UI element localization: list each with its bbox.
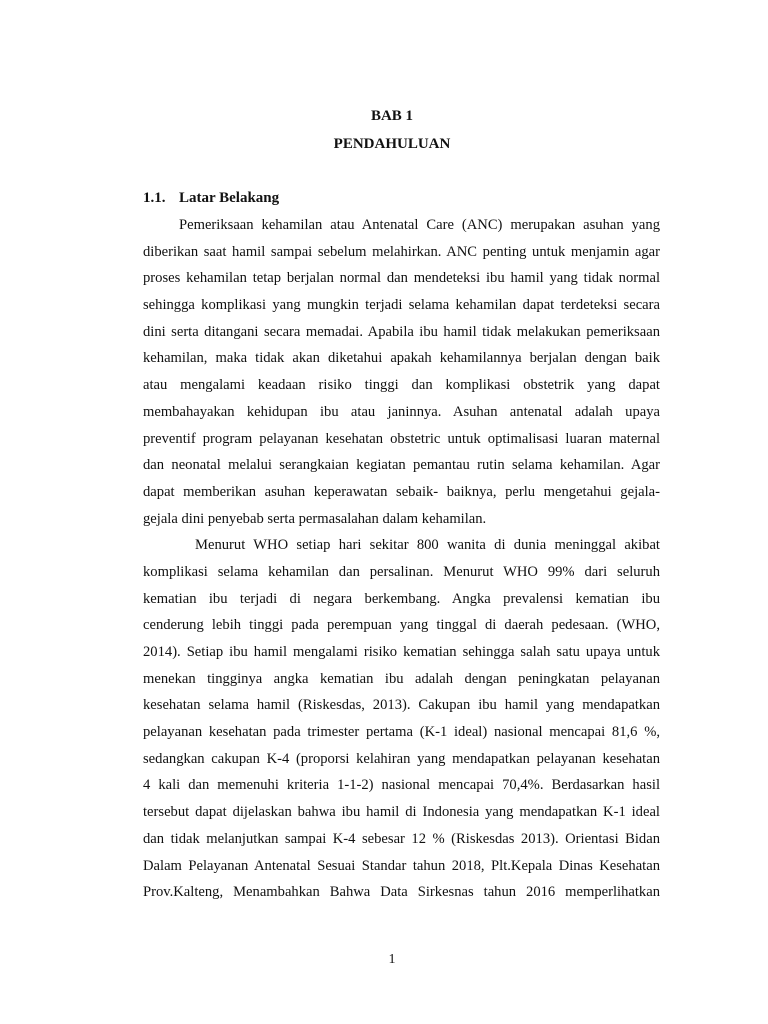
paragraph-2 [143,532,660,906]
paragraph-line: proses kehamilan tetap berjalan normal dan mendeteksi ibu hamil yang tidak normal [143,270,660,287]
paragraph-line: cenderung lebih tinggi pada perempuan yang tinggal di daerah pedesaan. (WHO, [143,617,660,634]
section-heading [143,190,279,207]
paragraph-1 [143,212,660,532]
paragraph-line: sedangkan cakupan K-4 (proporsi kelahiran yang mendapatkan pelayanan kesehatan [143,750,660,767]
paragraph-line: kehamilan, maka tidak akan diketahui apakah kehamilannya berjalan dengan baik [143,350,660,367]
paragraph-line: Pemeriksaan kehamilan atau Antenatal Care (ANC) merupakan asuhan yang [179,217,660,233]
chapter-number: BAB 1 [370,108,414,124]
paragraph-line: atau mengalami keadaan risiko tinggi dan komplikasi obstetrik yang dapat [143,377,660,394]
paragraph-line: Prov.Kalteng, Menambahkan Bahwa Data Sirkesnas tahun 2016 memperlihatkan [143,884,660,901]
page-number: 1 [388,952,396,967]
paragraph-line: menekan tingginya angka kematian ibu adalah dengan peningkatan pelayanan [143,670,660,687]
paragraph-line: tersebut dapat dijelaskan bahwa ibu hamil di Indonesia yang mendapatkan K-1 ideal [143,804,660,821]
paragraph-line: kesehatan selama hamil (Riskesdas, 2013). Cakupan ibu hamil yang mendapatkan [143,697,660,714]
paragraph-line: membahayakan kehidupan ibu atau janinnya. Asuhan antenatal adalah upaya [143,403,660,420]
paragraph-line: dan neonatal melalui serangkaian kegiatan pemantau rutin selama kehamilan. Agar [143,457,660,474]
paragraph-line: Dalam Pelayanan Antenatal Sesuai Standar tahun 2018, Plt.Kepala Dinas Kesehatan [143,857,660,874]
paragraph-line: pelayanan kesehatan pada trimester pertama (K-1 ideal) nasional mencapai 81,6 %, [143,724,660,741]
chapter-title: PENDAHULUAN [333,136,451,152]
paragraph-line: dan tidak melanjutkan sampai K-4 sebesar 12 % (Riskesdas 2013). Orientasi Bidan [143,830,660,847]
paragraph-line: diberikan saat hamil sampai sebelum melahirkan. ANC penting untuk menjamin agar [143,243,660,260]
paragraph-line: preventif program pelayanan kesehatan obstetric untuk optimalisasi luaran maternal [143,430,660,447]
paragraph-line: 2014). Setiap ibu hamil mengalami risiko kematian sehingga salah satu upaya untuk [143,644,660,660]
paragraph-line: komplikasi selama kehamilan dan persalinan. Menurut WHO 99% dari seluruh [143,563,660,580]
section-title: Latar Belakang [179,190,280,206]
paragraph-line: kematian ibu terjadi di negara berkembang. Angka prevalensi kematian ibu [143,590,660,607]
paragraph-line: gejala dini penyebab serta permasalahan dalam kehamilan. [143,510,487,527]
body-text [143,212,660,906]
section-number: 1.1. [143,190,166,206]
paragraph-line: dapat memberikan asuhan keperawatan sebaik- baiknya, perlu mengetahui gejala- [143,483,660,500]
paragraph-line: dini serta ditangani secara memadai. Apabila ibu hamil tidak melakukan pemeriksaan [143,323,660,340]
paragraph-line: Menurut WHO setiap hari sekitar 800 wanita di dunia meninggal akibat [195,537,660,554]
paragraph-line: 4 kali dan memenuhi kriteria 1-1-2) nasional mencapai 70,4%. Berdasarkan hasil [143,777,660,794]
paragraph-line: sehingga komplikasi yang mungkin terjadi selama kehamilan dapat terdeteksi secara [143,297,660,314]
